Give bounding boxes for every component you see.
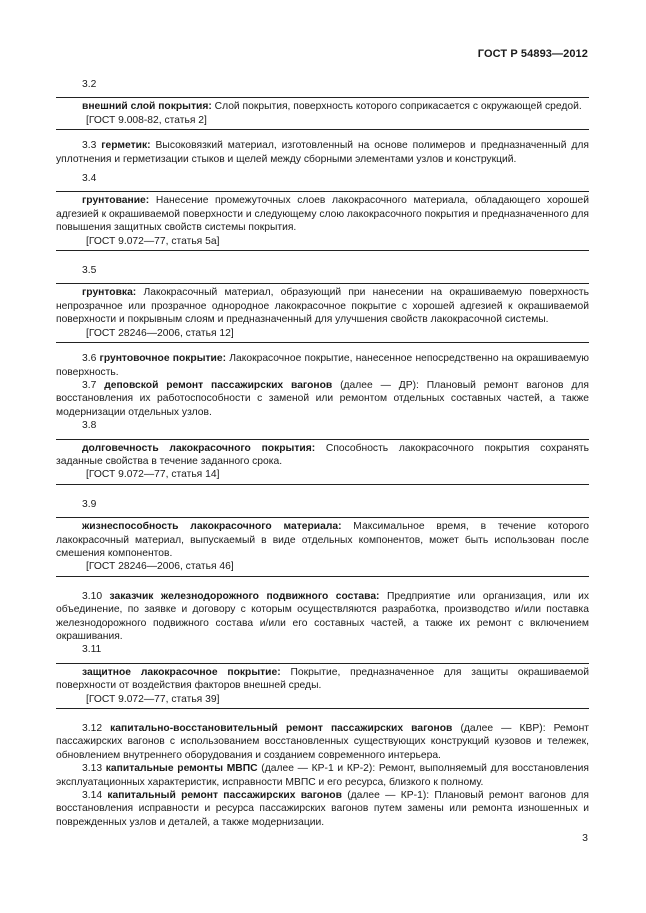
term-box-3-11	[56, 663, 589, 709]
term-paragraph-3-10	[56, 590, 589, 644]
term-number: 3.10	[82, 590, 110, 602]
term-text: Предприятие или организация, или их объединение, по заявке и договору с которым осуществляются разработка, производство и/или поставка железнодорожного подвижного состава и/или его составных частей, а также их ремонт с включением окрашивания.	[56, 590, 589, 642]
term-box-3-4	[56, 191, 589, 251]
term-reference: [ГОСТ 9.072—77, статья 5а]	[86, 235, 220, 247]
term-number: 3.9	[82, 498, 97, 510]
term-text: (далее — КР-1 и КР-2): Ремонт, выполняемый для восстановления эксплуатационных характеристик, исправности МВПС и его ресурса, близкого к полному.	[56, 763, 589, 788]
term-reference: [ГОСТ 9.008-82, статья 2]	[86, 114, 207, 126]
term-number: 3.3	[82, 140, 102, 152]
term-name: жизнеспособность лакокрасочного материала:	[82, 521, 342, 533]
term-text: Максимальное время, в течение которого лакокрасочный материал, выпускаемый в виде отдельных компонентов, может быть использован после смешения компонентов.	[56, 521, 590, 559]
term-number: 3.12	[82, 723, 111, 735]
term-name: капитальные ремонты МВПС	[105, 763, 258, 775]
term-reference: [ГОСТ 9.072—77, статья 14]	[86, 469, 220, 481]
term-number: 3.11	[82, 644, 102, 656]
term-definition	[56, 520, 589, 560]
term-text: (далее — ДР): Плановый ремонт вагонов для восстановления их работоспособности с заменой или ремонтом отдельных составных частей, а также модернизации отдельных узлов.	[56, 379, 589, 418]
term-text: Лакокрасочное покрытие, нанесенное непосредственно на окрашиваемую поверхность.	[56, 353, 589, 378]
term-paragraph-3-14	[56, 789, 589, 829]
term-reference: [ГОСТ 9.072—77, статья 39]	[86, 693, 220, 705]
term-text: (далее — КВР): Ремонт пассажирских вагонов с использованием восстановленных существующих конструкций кузовов и тележек, обновлением внутреннего оборудования и созданием современного интерьера.	[56, 723, 589, 761]
term-number: 3.4	[82, 173, 97, 185]
term-definition	[56, 666, 589, 693]
term-text: Покрытие, предназначенное для защиты окрашиваемой поверхности от воздействия факторов внешней среды.	[56, 666, 589, 692]
term-name: внешний слой покрытия:	[82, 101, 212, 113]
term-reference: [ГОСТ 28246—2006, статья 46]	[86, 561, 234, 573]
term-name: капитальный ремонт пассажирских вагонов	[107, 790, 342, 802]
term-paragraph-3-12	[56, 722, 589, 762]
term-number: 3.5	[82, 265, 97, 277]
term-reference: [ГОСТ 28246—2006, статья 12]	[86, 327, 234, 339]
term-name: деповской ремонт пассажирских вагонов	[104, 379, 333, 391]
term-paragraph-3-3	[56, 139, 589, 166]
term-definition	[56, 100, 589, 113]
term-number: 3.14	[82, 790, 108, 802]
page-number: 3	[582, 832, 588, 844]
term-definition	[56, 194, 589, 234]
term-text: (далее — КР-1): Плановый ремонт вагонов для восстановления исправности и ресурса пассажирских вагонов путем замены или ремонта изношенных и поврежденных узлов и деталей, а также модернизации.	[56, 790, 589, 828]
term-box-3-9	[56, 517, 589, 577]
term-text: Способность лакокрасочного покрытия сохранять заданные свойства в течение заданного срока.	[56, 442, 589, 467]
term-text: Лакокрасочный материал, образующий при нанесении на окрашиваемую поверхность непрозрачное или прозрачное однородное лакокрасочное покрытие с хорошей адгезией к окрашиваемой поверхности и покрывным слоям и предназначенный для улучшения свойств лакокрасочной системы.	[56, 287, 589, 326]
term-number: 3.13	[82, 763, 106, 775]
term-paragraph-3-13	[56, 762, 589, 789]
term-definition	[56, 442, 589, 469]
term-name: герметик:	[101, 140, 151, 152]
term-name: долговечность лакокрасочного покрытия:	[82, 442, 316, 454]
term-number: 3.7	[82, 379, 105, 391]
terms-section	[56, 78, 589, 829]
term-text: Высоковязкий материал, изготовленный на основе полимеров и предназначенный для уплотнения и герметизации стыков и щелей между сборными элементами узлов и конструкций.	[56, 140, 589, 165]
document-code: ГОСТ Р 54893—2012	[477, 48, 588, 60]
term-paragraph-3-7	[56, 379, 589, 419]
term-paragraph-3-6	[56, 352, 589, 379]
term-name: капитально-восстановительный ремонт пассажирских вагонов	[110, 723, 453, 735]
term-number: 3.8	[82, 420, 97, 432]
term-number: 3.6	[82, 353, 100, 365]
term-box-3-2	[56, 97, 589, 130]
term-box-3-8	[56, 439, 589, 485]
term-name: грунтовка:	[82, 287, 137, 299]
term-name: грунтование:	[82, 195, 150, 207]
term-text: Нанесение промежуточных слоев лакокрасочного материала, обладающего хорошей адгезией к окрашиваемой поверхности и следующему слою лакокрасочного покрытия и предназначенного для повышения защитных свойств системы покрытия.	[56, 195, 589, 234]
term-box-3-5	[56, 283, 589, 343]
term-name: грунтовочное покрытие:	[99, 353, 227, 365]
term-definition	[56, 286, 589, 326]
term-number: 3.2	[82, 79, 97, 90]
term-name: заказчик железнодорожного подвижного состава:	[109, 590, 380, 602]
term-text: Слой покрытия, поверхность которого соприкасается с окружающей средой.	[211, 101, 582, 113]
term-name: защитное лакокрасочное покрытие:	[82, 666, 281, 678]
